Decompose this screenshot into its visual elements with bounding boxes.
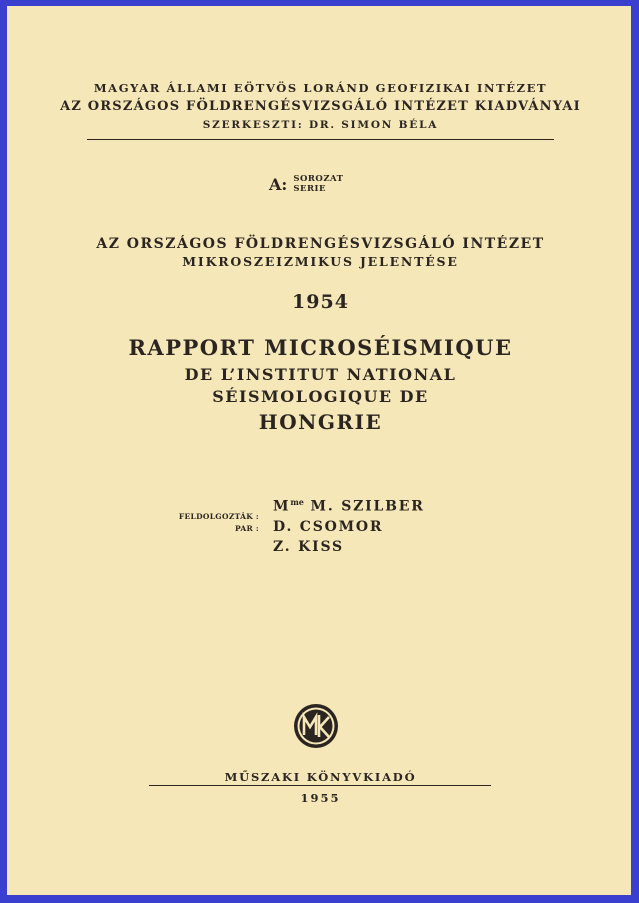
author-2: D. CSOMOR (273, 518, 384, 535)
publication-year: 1955 (300, 791, 341, 805)
hungarian-title-line-2: MIKROSZEIZMIKUS JELENTÉSE (182, 254, 459, 269)
publication-series-title: AZ ORSZÁGOS FÖLDRENGÉSVIZSGÁLÓ INTÉZET KIADVÁNYAI (60, 99, 581, 114)
french-title-line-3: SÉISMOLOGIQUE DE (212, 387, 429, 406)
institute-name: MAGYAR ÁLLAMI EÖTVÖS LORÁND GEOFIZIKAI INTÉZET (93, 81, 548, 95)
series-letter: A: (269, 174, 288, 194)
series-word-fr: SERIE (293, 184, 326, 194)
report-year: 1954 (292, 291, 349, 313)
byline-label (179, 511, 259, 535)
byline-label-hu: FELDOLGOZTÁK : (178, 512, 259, 521)
hungarian-title-line-1: AZ ORSZÁGOS FÖLDRENGÉSVIZSGÁLÓ INTÉZET (96, 236, 545, 252)
publisher-rule (149, 785, 491, 786)
publisher-name: MŰSZAKI KÖNYVKIADÓ (224, 770, 417, 784)
french-title-line-2: DE L’INSTITUT NATIONAL (184, 365, 457, 384)
series-words (293, 174, 343, 194)
series-word-hu: SOROZAT (293, 174, 344, 184)
series-label (269, 174, 344, 194)
french-title-line-1: RAPPORT MICROSÉISMIQUE (128, 335, 513, 360)
author-list (273, 492, 425, 557)
header-rule (87, 139, 554, 140)
author-3: Z. KISS (273, 538, 344, 555)
editor-line: SZERKESZTI: DR. SIMON BÉLA (202, 119, 439, 131)
author-1: $M^{me}$ M. SZILBER (273, 497, 425, 515)
document-page (4, 4, 631, 895)
byline-label-fr: PAR : (234, 524, 259, 533)
publisher-logo-icon (293, 703, 339, 749)
french-title-line-4: HONGRIE (258, 410, 383, 434)
